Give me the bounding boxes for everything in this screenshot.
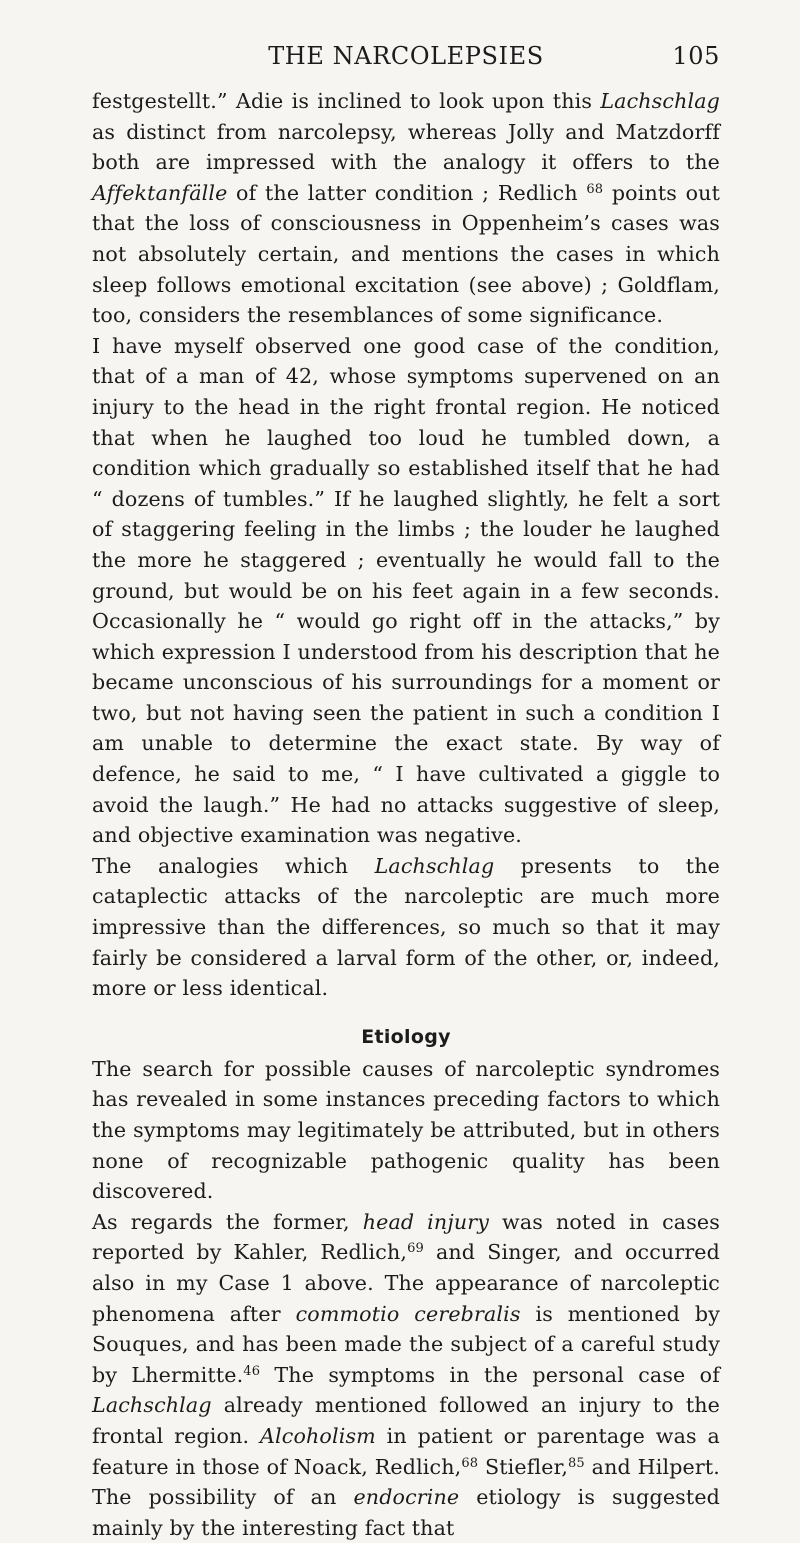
- text-run: points out that the loss of consciousness in Oppenheim’s cases was not absolutely certain, and mentions the cases in which sleep follows emotional excitation (see above) ; Goldflam, too, considers the resemblances of some significance.: [92, 180, 720, 328]
- page-number: 105: [672, 42, 720, 70]
- italic-term: Lachschlag: [92, 1393, 212, 1418]
- text-run: presents to the cataplectic attacks of the narcoleptic are much more impressive than the differences, so much so that it may fairly be considered a larval form of the other, or, indeed, more or less identical.: [92, 853, 720, 1001]
- italic-term: commotio cerebralis: [295, 1301, 521, 1326]
- italic-term: head injury: [362, 1209, 490, 1234]
- text-run: The analogies which: [92, 853, 375, 878]
- text-run: Stiefler,: [478, 1454, 569, 1479]
- text-run: The search for possible causes of narcoleptic syndromes has revealed in some instances preceding factors to which the symptoms may legitimately be attributed, but in others none of recognizable pathogenic quality has been discovered.: [92, 1056, 720, 1204]
- running-head: [92, 42, 720, 78]
- italic-term: Lachschlag: [600, 89, 720, 113]
- text-run: is mentioned by Souques, and has been made the subject of a careful study by Lhermitte.: [92, 1301, 720, 1387]
- text-run: festgestellt.” Adie is inclined to look upon this: [92, 89, 601, 113]
- text-run: was noted in cases reported by Kahler, Redlich,: [92, 1209, 720, 1265]
- text-run: and Singer, and occurred also in my Case 1 above. The appearance of narcoleptic phenomena after: [92, 1240, 720, 1326]
- para-continuation: [92, 86, 720, 331]
- italic-term: Lachschlag: [374, 853, 495, 878]
- text-run: etiology is suggested mainly by the interesting fact that: [92, 1485, 720, 1540]
- reference-number: 69: [407, 1241, 424, 1257]
- para-former: [92, 1207, 720, 1543]
- italic-term: Alcoholism: [260, 1423, 376, 1448]
- para-analogies: [92, 851, 720, 1004]
- running-title: THE NARCOLEPSIES: [268, 42, 544, 70]
- section-heading: Etiology: [361, 1025, 451, 1048]
- reference-number: 68: [461, 1455, 479, 1471]
- reference-number: 46: [243, 1363, 261, 1379]
- text-run: of the latter condition ; Redlich: [227, 180, 587, 205]
- book-page: [92, 42, 720, 1543]
- text-run: As regards the former,: [92, 1209, 363, 1234]
- reference-number: 68: [586, 181, 604, 197]
- text-run: as distinct from narcolepsy, whereas Jolly and Matzdorff both are impressed with the analogy it offers to the: [92, 119, 720, 175]
- text-run: The symptoms in the personal case of: [260, 1362, 720, 1387]
- text-run: and Hilpert. The possibility of an: [92, 1454, 720, 1510]
- para-search: [92, 1054, 720, 1207]
- para-own-case: [92, 331, 720, 851]
- text-run: I have myself observed one good case of the condition, that of a man of 42, whose symptoms supervened on an injury to the head in the right frontal region. He noticed that when he laughed too loud he tumbled down, a condition which gradually so established itself that he had “ dozens of tumbles.” If he laughed slightly, he felt a sort of staggering feeling in the limbs ; the louder he laughed the more he staggered ; eventually he would fall to the ground, but would be on his feet again in a few seconds. Occasionally he “ would go right off in the attacks,” by which expression I understood from his description that he became unconscious of his surroundings for a moment or two, but not having seen the patient in such a condition I am unable to determine the exact state. By way of defence, he said to me, “ I have cultivated a giggle to avoid the laugh.” He had no attacks suggestive of sleep, and objective examination was negative.: [92, 333, 720, 848]
- text-run: in patient or parentage was a feature in those of Noack, Redlich,: [92, 1423, 720, 1479]
- italic-term: Affektanfälle: [92, 180, 228, 205]
- reference-number: 85: [568, 1455, 585, 1471]
- italic-term: endocrine: [353, 1485, 460, 1510]
- text-run: already mentioned followed an injury to the frontal region.: [92, 1393, 720, 1448]
